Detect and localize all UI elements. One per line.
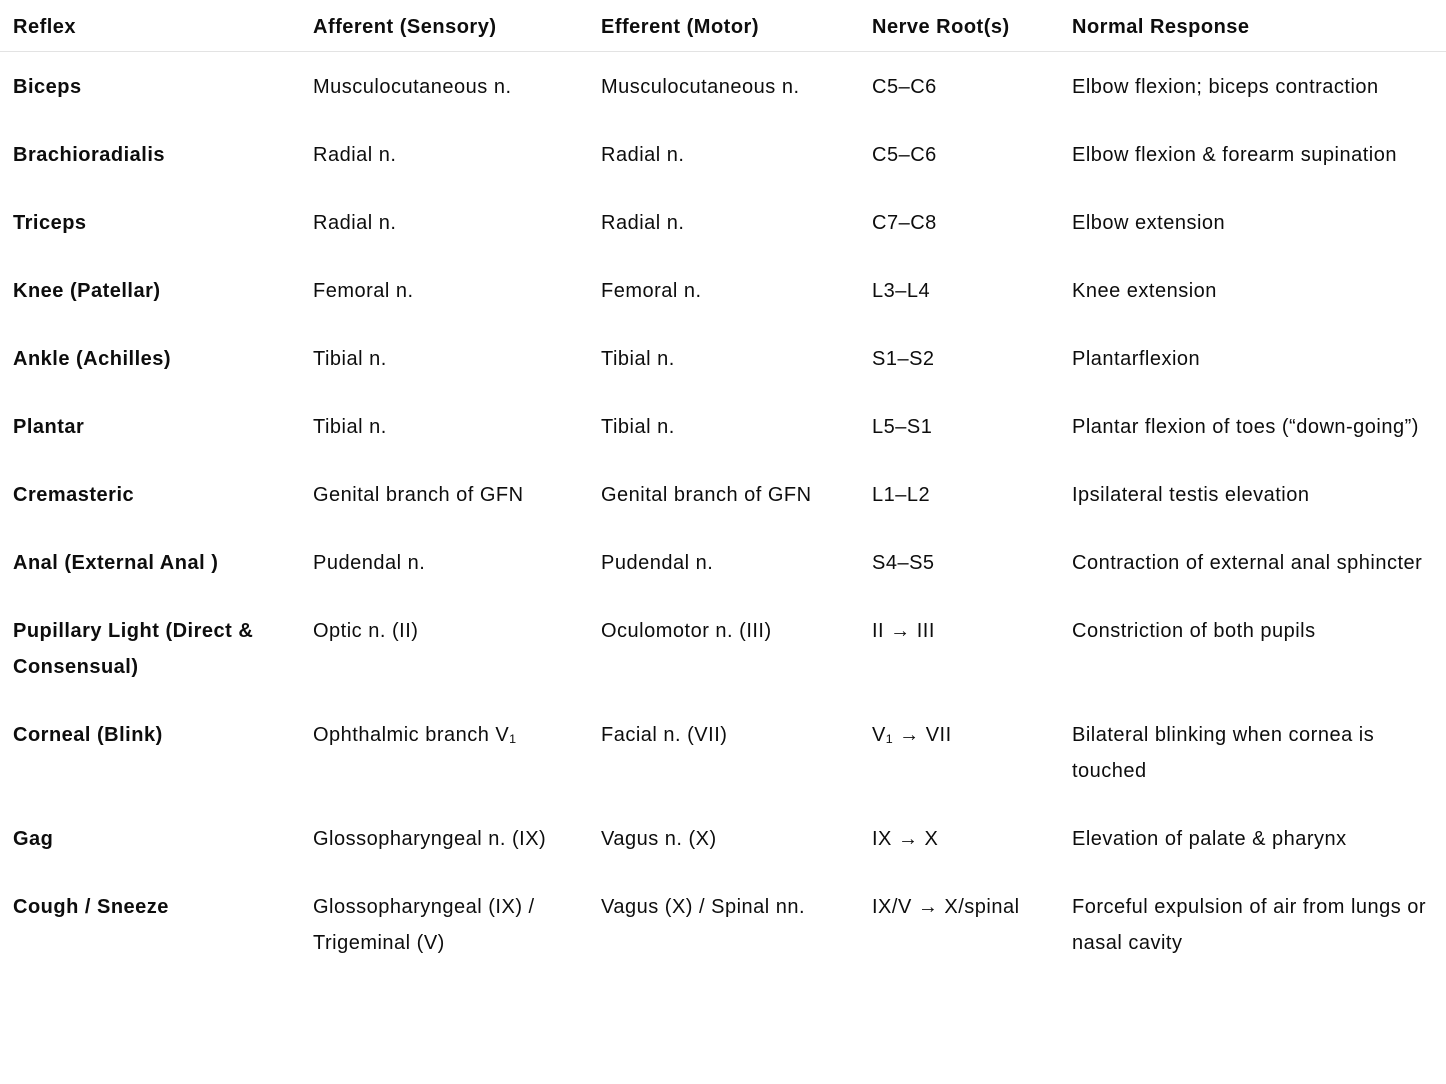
cell-normal-response: Elbow flexion; biceps contraction [1072,75,1379,98]
cell-reflex: Triceps [13,211,87,234]
header-row [0,0,1446,51]
cell-reflex: Plantar [13,415,85,438]
cell-reflex: Pupillary Light (Direct & Consensual) [13,619,254,678]
header-nerve-roots: Nerve Root(s) [872,16,1010,38]
cell-normal-response: Elbow flexion & forearm supination [1072,143,1397,166]
header-normal-response: Normal Response [1072,16,1250,38]
table-row [0,188,1446,256]
cell-efferent: Musculocutaneous n. [601,75,800,98]
cell-normal-response: Forceful expulsion of air from lungs or nasal cavity [1072,895,1427,954]
cell-afferent: Pudendal n. [313,551,426,574]
cell-nerve-roots: IX/V → X/spinal [872,895,1020,918]
cell-reflex: Knee (Patellar) [13,279,161,302]
cell-efferent: Oculomotor n. (III) [601,619,772,642]
cell-afferent: Radial n. [313,143,397,166]
table-row [0,51,1446,120]
cell-efferent: Facial n. (VII) [601,723,728,746]
cell-afferent: Femoral n. [313,279,414,302]
cell-efferent: Femoral n. [601,279,702,302]
cell-afferent: Ophthalmic branch V₁ [313,723,517,746]
cell-efferent: Vagus n. (X) [601,827,717,850]
cell-nerve-roots: V₁ → VII [872,723,952,746]
cell-nerve-roots: S4–S5 [872,551,935,574]
table-row [0,804,1446,872]
cell-nerve-roots: C7–C8 [872,211,937,234]
cell-reflex: Gag [13,827,54,850]
cell-reflex: Cremasteric [13,483,135,506]
header-efferent: Efferent (Motor) [601,16,759,38]
cell-nerve-roots: L1–L2 [872,483,931,506]
cell-afferent: Tibial n. [313,347,387,370]
cell-reflex: Ankle (Achilles) [13,347,172,370]
cell-nerve-roots: II → III [872,619,935,642]
table-row [0,392,1446,460]
cell-nerve-roots: IX → X [872,827,939,850]
cell-nerve-roots: C5–C6 [872,143,937,166]
cell-normal-response: Plantar flexion of toes (“down-going”) [1072,415,1419,438]
cell-normal-response: Elevation of palate & pharynx [1072,827,1347,850]
cell-nerve-roots: L3–L4 [872,279,931,302]
cell-normal-response: Plantarflexion [1072,347,1201,370]
cell-efferent: Radial n. [601,143,685,166]
cell-nerve-roots: L5–S1 [872,415,933,438]
cell-nerve-roots: C5–C6 [872,75,937,98]
cell-efferent: Pudendal n. [601,551,714,574]
table-row [0,596,1446,700]
cell-efferent: Radial n. [601,211,685,234]
cell-nerve-roots: S1–S2 [872,347,935,370]
cell-reflex: Anal (External Anal ) [13,551,219,574]
cell-afferent: Genital branch of GFN [313,483,524,506]
header-afferent: Afferent (Sensory) [313,16,497,38]
table-row [0,120,1446,188]
cell-efferent: Tibial n. [601,415,675,438]
table-row [0,256,1446,324]
cell-normal-response: Elbow extension [1072,211,1226,234]
cell-efferent: Genital branch of GFN [601,483,812,506]
cell-afferent: Glossopharyngeal (IX) / Trigeminal (V) [313,895,535,954]
cell-normal-response: Contraction of external anal sphincter [1072,551,1423,574]
header-reflex: Reflex [13,16,77,38]
cell-efferent: Vagus (X) / Spinal nn. [601,895,806,918]
table-row [0,528,1446,596]
cell-afferent: Musculocutaneous n. [313,75,512,98]
table-row [0,700,1446,804]
cell-reflex: Cough / Sneeze [13,895,169,918]
cell-afferent: Glossopharyngeal n. (IX) [313,827,547,850]
cell-normal-response: Ipsilateral testis elevation [1072,483,1310,506]
cell-normal-response: Constriction of both pupils [1072,619,1316,642]
table-body [0,51,1446,976]
cell-reflex: Corneal (Blink) [13,723,163,746]
cell-afferent: Optic n. (II) [313,619,419,642]
table-row [0,460,1446,528]
cell-afferent: Tibial n. [313,415,387,438]
cell-reflex: Brachioradialis [13,143,166,166]
cell-efferent: Tibial n. [601,347,675,370]
cell-afferent: Radial n. [313,211,397,234]
table-header [0,0,1446,51]
cell-normal-response: Bilateral blinking when cornea is touched [1072,723,1375,782]
cell-normal-response: Knee extension [1072,279,1217,302]
cell-reflex: Biceps [13,75,82,98]
table-row [0,872,1446,976]
table-row [0,324,1446,392]
